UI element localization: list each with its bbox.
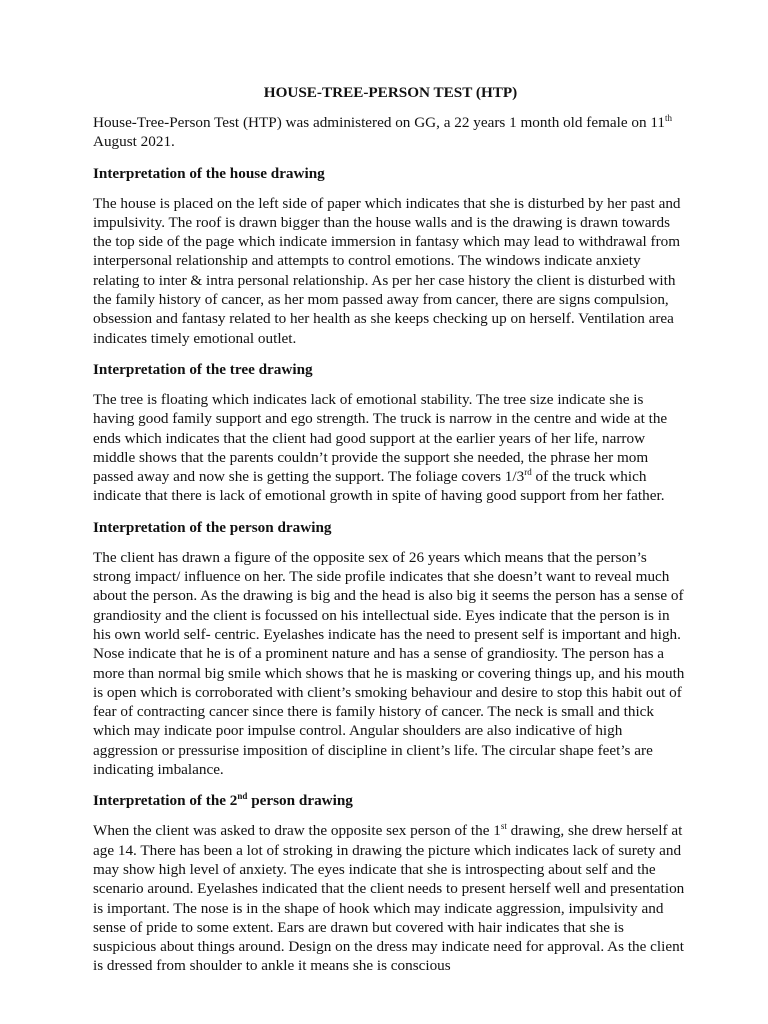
intro-date-suffix: th: [665, 112, 673, 123]
person2-ordinal-suffix: st: [500, 821, 507, 832]
person2-text-end: drawing, she drew herself at age 14. There has been a lot of stroking in drawing the picture which indicates lack of surety and may show high level of anxiety. The eyes indicate that she is introspecting about self and the scenario around. Eyelashes indicated that the client needs to present herself well and presentation is important. The nose is in the shape of hook which may indicate aggression, impulsivity and sense of pride to some extent. Ears are drawn but covered with hair indicates that she is suspicious about things around. Design on the dress may indicate need for approval. As the client is dressed from shoulder to ankle it means she is conscious: [93, 822, 685, 975]
person-heading: Interpretation of the person drawing: [93, 518, 332, 536]
tree-fraction-suffix: rd: [524, 467, 532, 478]
tree-text: The tree is floating which indicates lack of emotional stability. The tree size indicate she is having good family support and ego strength. The truck is narrow in the centre and wide at the ends which indicates that the client had good support at the earlier years of her life, narrow middle shows that the parents couldn’t provide the support she needed, the phrase her mom passed away and now she is getting the support. The foliage covers 1/3: [93, 390, 668, 486]
intro-text-end: August 2021.: [93, 133, 175, 151]
person-paragraph: The client has drawn a figure of the opposite sex of 26 years which means that the person’s strong impact/ influence on her. The side profile indicates that she doesn’t want to reveal much about the person. As the drawing is big and the head is also big it seems the person has a sense of grandiosity and the client is focussed on his intellectual side. Eyes indicate that the person is in his own world self- centric. Eyelashes indicate has the need to present self is important and high. Nose indicate that he is of a prominent nature and has a sense of grandiosity. The person has a more than normal big smile which shows that he is masking or covering things up, and his mouth is open which is corroborated with client’s smoking behaviour and desire to stop this habit out of fear of contracting cancer since there is family history of cancer. The neck is small and thick which may indicate poor impulse control. Angular shoulders are also indicative of high aggression or pressurise imposition of discipline in client’s life. The circular shape feet’s are indicating imbalance.: [93, 548, 685, 779]
intro-text: House-Tree-Person Test (HTP) was administered on GG, a 22 years 1 month old female on 11: [93, 114, 666, 131]
person2-text: When the client was asked to draw the opposite sex person of the 1: [93, 822, 501, 840]
person2-heading: [93, 791, 688, 810]
intro-paragraph: [93, 113, 688, 152]
person2-heading-text: Interpretation of the 2: [93, 792, 238, 810]
person2-paragraph: [93, 821, 688, 975]
tree-heading: Interpretation of the tree drawing: [93, 360, 313, 378]
house-heading: Interpretation of the house drawing: [93, 164, 325, 182]
person2-heading-text-end: person drawing: [247, 792, 353, 810]
tree-text-end: of the truck which indicate that there is lack of emotional growth in spite of having good support from her father.: [93, 468, 665, 505]
document-title: HOUSE-TREE-PERSON TEST (HTP): [263, 84, 518, 101]
house-paragraph: The house is placed on the left side of paper which indicates that she is disturbed by her past and impulsivity. The roof is drawn bigger than the house walls and is the drawing is drawn towards the top side of the page which indicate immersion in fantasy which may lead to withdrawal from interpersonal relationship and attempts to control emotions. The windows indicate anxiety relating to inter & intra personal relationship. As per her case history the client is disturbed with the family history of cancer, as her mom passed away from cancer, there are signs compulsion, obsession and fantasy related to her health as she keeps checking up on herself. Ventilation area indicates timely emotional outlet.: [93, 194, 681, 347]
tree-paragraph: [93, 390, 688, 506]
person2-heading-suffix: nd: [237, 791, 248, 802]
